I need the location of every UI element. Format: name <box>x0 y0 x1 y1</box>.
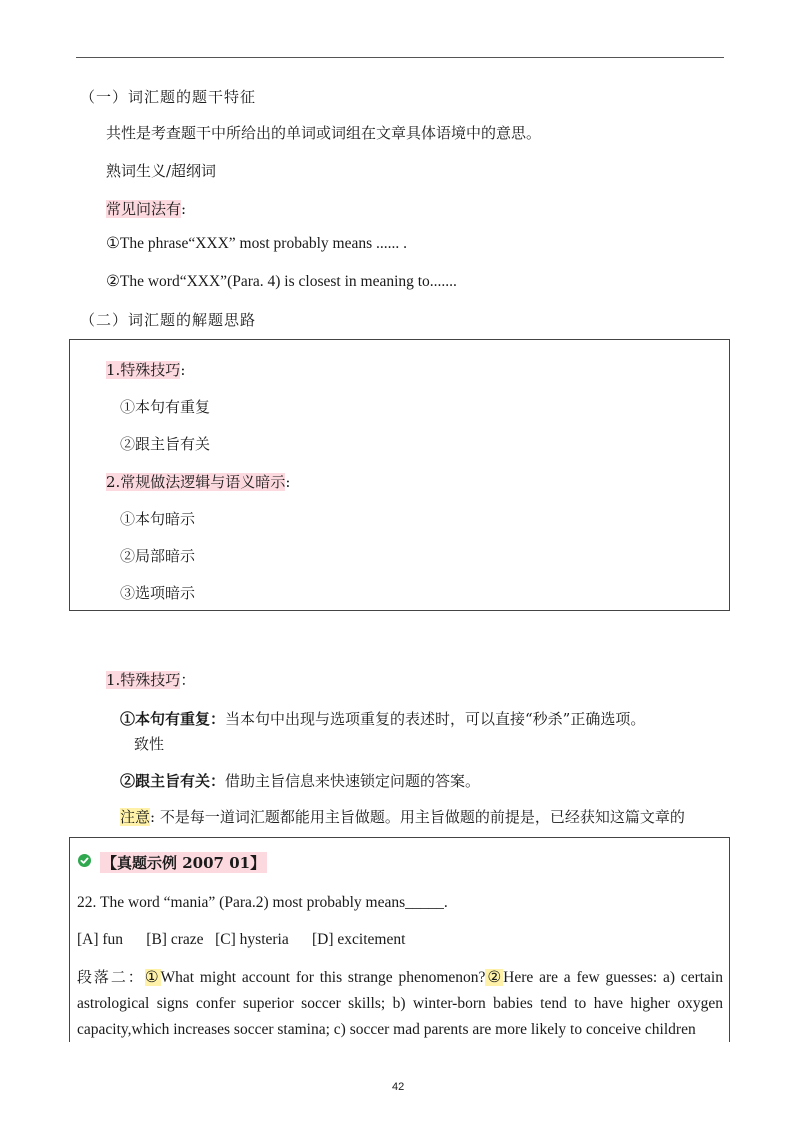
detail-point-1-text: 当本句中出现与选项重复的表述时，可以直接“秒杀”正确选项。 <box>225 710 646 728</box>
strategy-item-2-highlight: 2.常规做法逻辑与语义暗示 <box>106 473 286 491</box>
example-options: [A] fun [B] craze [C] hysteria [D] excitement <box>77 931 406 948</box>
detail-point-2-label: ②跟主旨有关： <box>120 772 226 790</box>
strategy-sub-2: ②跟主旨有关 <box>120 435 211 453</box>
strategy-sub-3: ①本句暗示 <box>120 510 196 528</box>
note-line <box>120 806 685 827</box>
detail-title-highlight: 1.特殊技巧 <box>106 671 181 689</box>
section2-heading: （二）词汇题的解题思路 <box>80 311 257 329</box>
note-label: 注意 <box>120 808 151 826</box>
strategy-item-1-colon: : <box>180 361 186 379</box>
strategy-item-2 <box>106 471 290 492</box>
strategy-item-1-highlight: 1.特殊技巧 <box>106 361 181 379</box>
strategy-sub-5: ③选项暗示 <box>120 584 196 602</box>
question-form-2: ②The word“XXX”(Para. 4) is closest in meaning to....... <box>106 273 457 290</box>
example-title: 【真题示例 2007 01】 <box>102 854 266 872</box>
detail-title <box>106 669 195 690</box>
detail-point-1 <box>120 708 645 729</box>
section1-line1: 共性是考查题干中所给出的单词或词组在文章具体语境中的意思。 <box>106 124 542 142</box>
detail-title-colon: ： <box>180 671 196 689</box>
note-text: : 不是每一道词汇题都能用主旨做题。用主旨做题的前提是，已经获知这篇文章的 <box>150 808 685 826</box>
section1-heading: （一）词汇题的题干特征 <box>80 88 257 106</box>
strategy-sub-1: ①本句有重复 <box>120 398 211 416</box>
strategy-sub-4: ②局部暗示 <box>120 547 196 565</box>
sentence-marker-1: ① <box>144 969 161 986</box>
question-forms-colon: : <box>181 200 187 218</box>
detail-point-2-text: 借助主旨信息来快速锁定问题的答案。 <box>225 772 481 790</box>
sentence-marker-2: ② <box>485 969 504 986</box>
example-paragraph <box>77 964 723 1043</box>
check-circle-icon <box>78 854 91 867</box>
question-forms-label <box>106 198 186 219</box>
paragraph-sentence-2: Here are a few guesses: a) certain astrological signs confer superior soccer skills; b) winter-born babies tend to have higher oxygen capacity,which increases soccer stamina; c) soccer mad parents are more likely to conceive children <box>77 969 723 1038</box>
question-form-1: ①The phrase“XXX” most probably means ...... . <box>106 235 408 252</box>
question-forms-highlight: 常见问法有 <box>106 200 182 218</box>
detail-point-1-continued: 致性 <box>134 735 165 753</box>
detail-point-2 <box>120 770 480 791</box>
header-rule <box>76 57 724 58</box>
paragraph-label: 段落二： <box>77 968 145 986</box>
paragraph-sentence-1: What might account for this strange phenomenon? <box>160 969 486 986</box>
detail-point-1-label: ①本句有重复： <box>120 710 226 728</box>
page-number: 42 <box>392 1081 405 1093</box>
strategy-item-2-colon: : <box>285 473 291 491</box>
example-question: 22. The word “mania” (Para.2) most probably means_____. <box>77 894 448 911</box>
strategy-item-1 <box>106 359 185 380</box>
section1-line2: 熟词生义/超纲词 <box>106 162 217 180</box>
